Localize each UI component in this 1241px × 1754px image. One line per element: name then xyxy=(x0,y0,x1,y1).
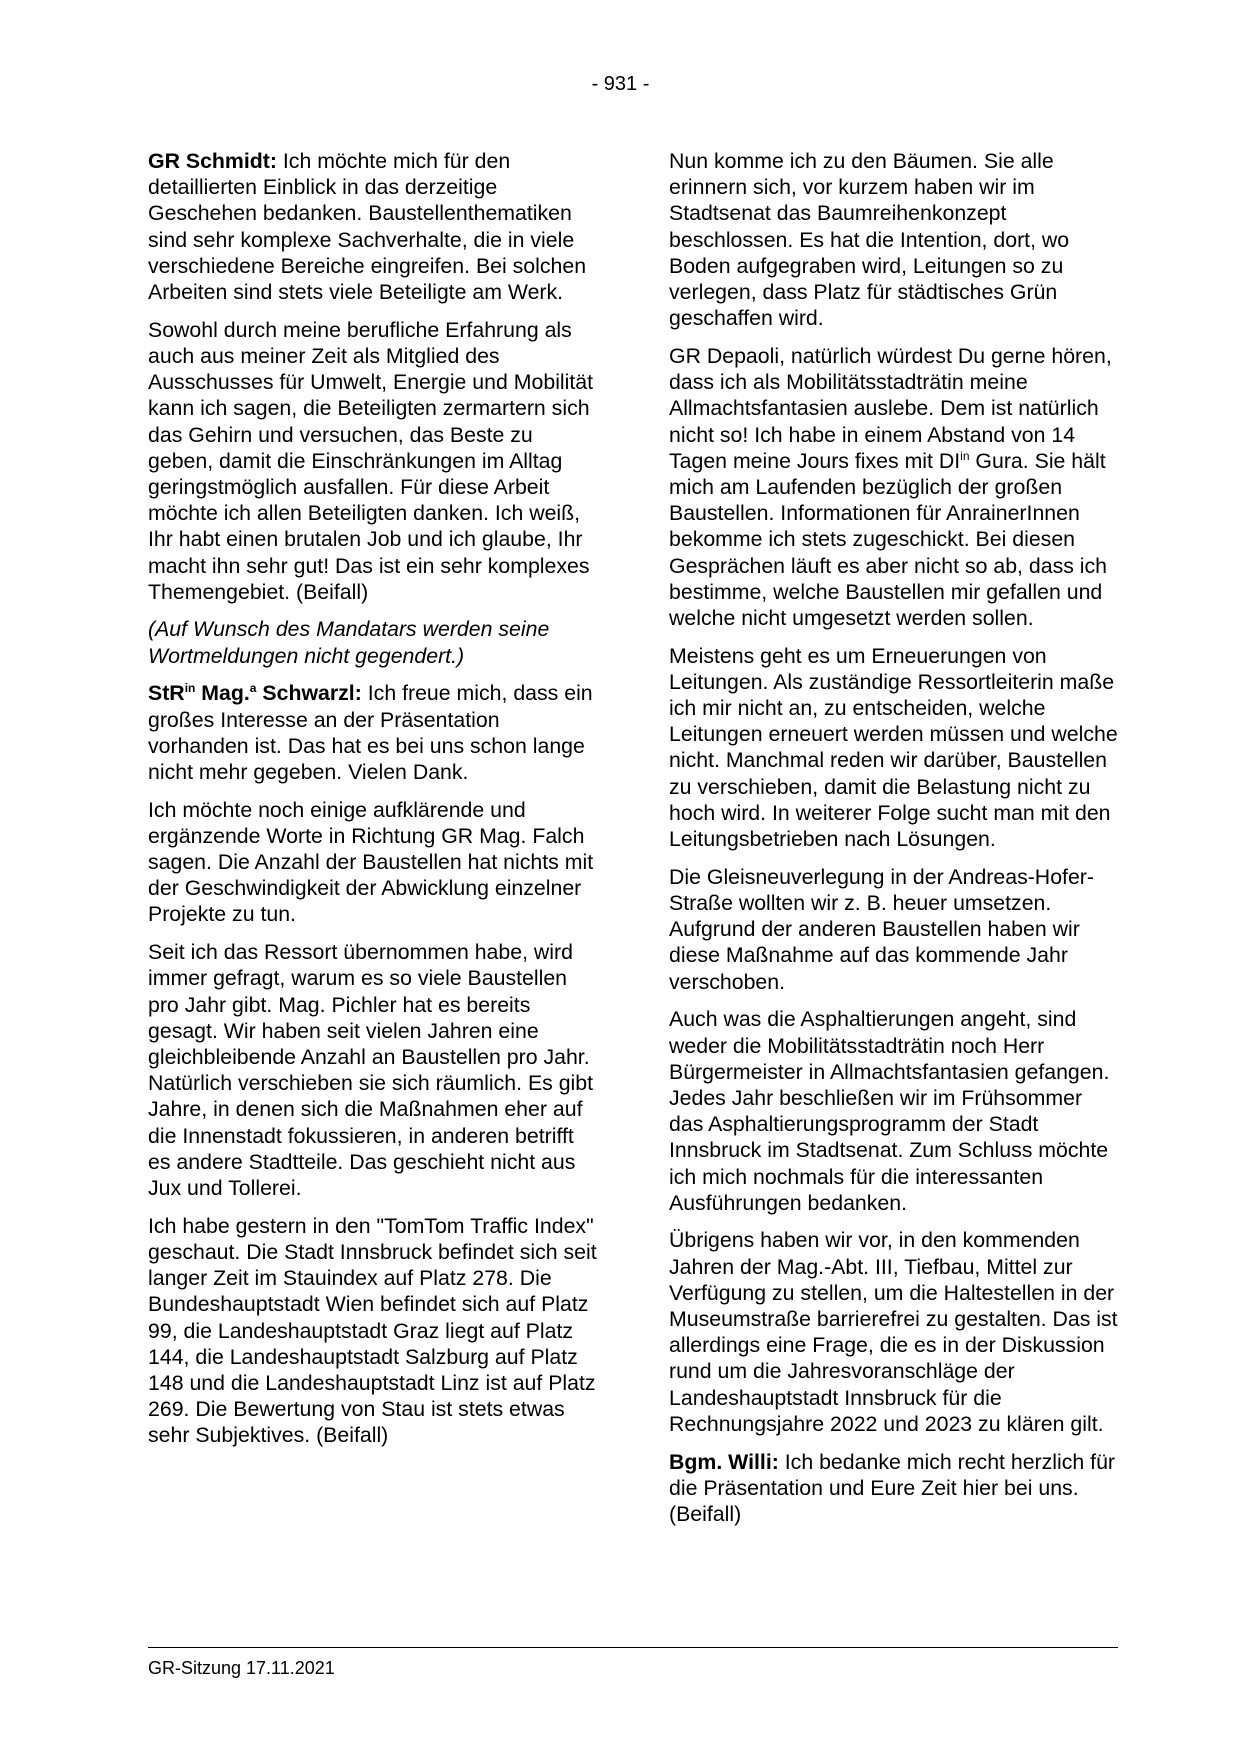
paragraph: Auch was die Asphaltierungen angeht, sind weder die Mobilitätsstadträtin noch Herr Bürgermeister in Allmachtsfantasien gefangen. Jedes Jahr beschließen wir im Frühsommer das Asphaltierungsprogramm der Stadt Innsbruck im Stadtsenat. Zum Schluss möchte ich mich nochmals für die interessanten Ausführungen bedanken. xyxy=(669,1007,1110,1215)
paragraph: Seit ich das Ressort übernommen habe, wird immer gefragt, warum es so viele Baustellen pro Jahr gibt. Mag. Pichler hat es bereits gesagt. Wir haben seit vielen Jahren eine gleichbleibende Anzahl an Baustellen pro Jahr. Natürlich verschieben sie sich räumlich. Es gibt Jahre, in denen sich die Maßnahmen eher auf die Innenstadt fokussieren, in anderen betrifft es andere Stadtteile. Das geschieht nicht aus Jux und Tollerei. xyxy=(148,940,594,1201)
left-column xyxy=(148,148,598,1460)
paragraph xyxy=(669,1449,1119,1528)
speech-text: Gura. Sie hält mich am Laufenden bezüglich der großen Baustellen. Informationen für AnrainerInnen bekomme ich stets zugeschickt. Bei diesen Gesprächen läuft es aber nicht so ab, dass ich bestimme, welche Baustellen mir gefallen und welche nicht umgesetzt werden sollen. xyxy=(669,448,1108,630)
paragraph: Übrigens haben wir vor, in den kommenden Jahren der Mag.-Abt. III, Tiefbau, Mittel zur Verfügung zu stellen, um die Haltestellen in der Museumstraße barrierefrei zu gestalten. Das ist allerdings eine Frage, die es in der Diskussion rund um die Jahresvoranschläge der Landeshauptstadt Innsbruck für die Rechnungsjahre 2022 und 2023 zu klären gilt. xyxy=(669,1228,1118,1436)
paragraph xyxy=(148,680,598,785)
right-column xyxy=(669,148,1119,1539)
paragraph: Ich möchte noch einige aufklärende und ergänzende Worte in Richtung GR Mag. Falch sagen. Die Anzahl der Baustellen hat nichts mit der Geschwindigkeit der Abwicklung einzelner Projekte zu tun. xyxy=(148,797,594,927)
title-suffix: in xyxy=(960,448,970,463)
speaker-name: GR Schmidt: xyxy=(148,149,277,173)
paragraph: Die Gleisneuverlegung in der Andreas-Hofer-Straße wollten wir z. B. heuer umsetzen. Aufgrund der anderen Baustellen haben wir diese Maßnahme auf das kommende Jahr verschoben. xyxy=(669,864,1094,994)
speaker-surname: Schwarzl: xyxy=(262,681,362,706)
speech-text: Ich möchte mich für den detaillierten Einblick in das derzeitige Geschehen bedanken. Baustellenthematiken sind sehr komplexe Sachverhalte, die in viele verschiedene Bereiche eingreifen. Bei solchen Arbeiten sind stets viele Beteiligte am Werk. xyxy=(148,149,587,305)
footer-session-date: GR-Sitzung 17.11.2021 xyxy=(148,1658,335,1678)
paragraph xyxy=(669,343,1119,631)
footer-divider xyxy=(148,1647,1118,1648)
paragraph: Nun komme ich zu den Bäumen. Sie alle erinnern sich, vor kurzem haben wir im Stadtsenat das Baumreihenkonzept beschlossen. Es hat die Intention, dort, wo Boden aufgegraben wird, Leitungen so zu verlegen, dass Platz für städtisches Grün geschaffen wird. xyxy=(669,149,1070,331)
title-suffix: in xyxy=(184,681,196,696)
speaker-name xyxy=(148,681,362,705)
paragraph: Sowohl durch meine berufliche Erfahrung als auch aus meiner Zeit als Mitglied des Ausschusses für Umwelt, Energie und Mobilität kann ich sagen, die Beteiligten zermartern sich das Gehirn und versuchen, das Beste zu geben, damit die Einschränkungen im Alltag geringstmöglich ausfallen. Für diese Arbeit möchte ich allen Beteiligten danken. Ich weiß, Ihr habt einen brutalen Job und ich glaube, Ihr macht ihn sehr gut! Das ist ein sehr komplexes Themengebiet. (Beifall) xyxy=(148,317,594,604)
speech-text: Ich freue mich, dass ein großes Interesse an der Präsentation vorhanden ist. Das hat es bei uns schon lange nicht mehr gegeben. Vielen Dank. xyxy=(148,681,593,784)
page-number: - 931 - xyxy=(591,73,650,95)
speech-text: GR Depaoli, natürlich würdest Du gerne hören, dass ich als Mobilitätsstadträtin meine Allmachtsfantasien auslebe. Dem ist natürlich nicht so! Ich habe in einem Abstand von 14 Tagen meine Jours fixes mit DI xyxy=(669,343,1112,473)
paragraph: Ich habe gestern in den "TomTom Traffic Index" geschaut. Die Stadt Innsbruck befindet sich seit langer Zeit im Stauindex auf Platz 278. Die Bundeshauptstadt Wien befindet sich auf Platz 99, die Landeshauptstadt Graz liegt auf Platz 144, die Landeshauptstadt Salzburg auf Platz 148 und die Landeshauptstadt Linz ist auf Platz 269. Die Bewertung von Stau ist stets etwas sehr Subjektives. (Beifall) xyxy=(148,1213,597,1448)
speech-text: Ich bedanke mich recht herzlich für die Präsentation und Eure Zeit hier bei uns. (Beifall) xyxy=(669,1449,1116,1526)
title-mag: Mag. xyxy=(201,681,250,706)
paragraph xyxy=(148,148,598,305)
speaker-name: Bgm. Willi: xyxy=(669,1449,779,1474)
editorial-note: (Auf Wunsch des Mandatars werden seine Wortmeldungen nicht gegendert.) xyxy=(148,617,550,668)
title-suffix: a xyxy=(249,681,257,696)
title-str: StR xyxy=(148,681,185,706)
paragraph: Meistens geht es um Erneuerungen von Leitungen. Als zuständige Ressortleiterin maße ich mir nicht an, zu entscheiden, welche Leitungen erneuert werden müssen und welche nicht. Manchmal reden wir darüber, Baustellen zu verschieben, damit die Belastung nicht zu hoch wird. In weiterer Folge sucht man mit den Leitungsbetrieben nach Lösungen. xyxy=(669,643,1118,852)
